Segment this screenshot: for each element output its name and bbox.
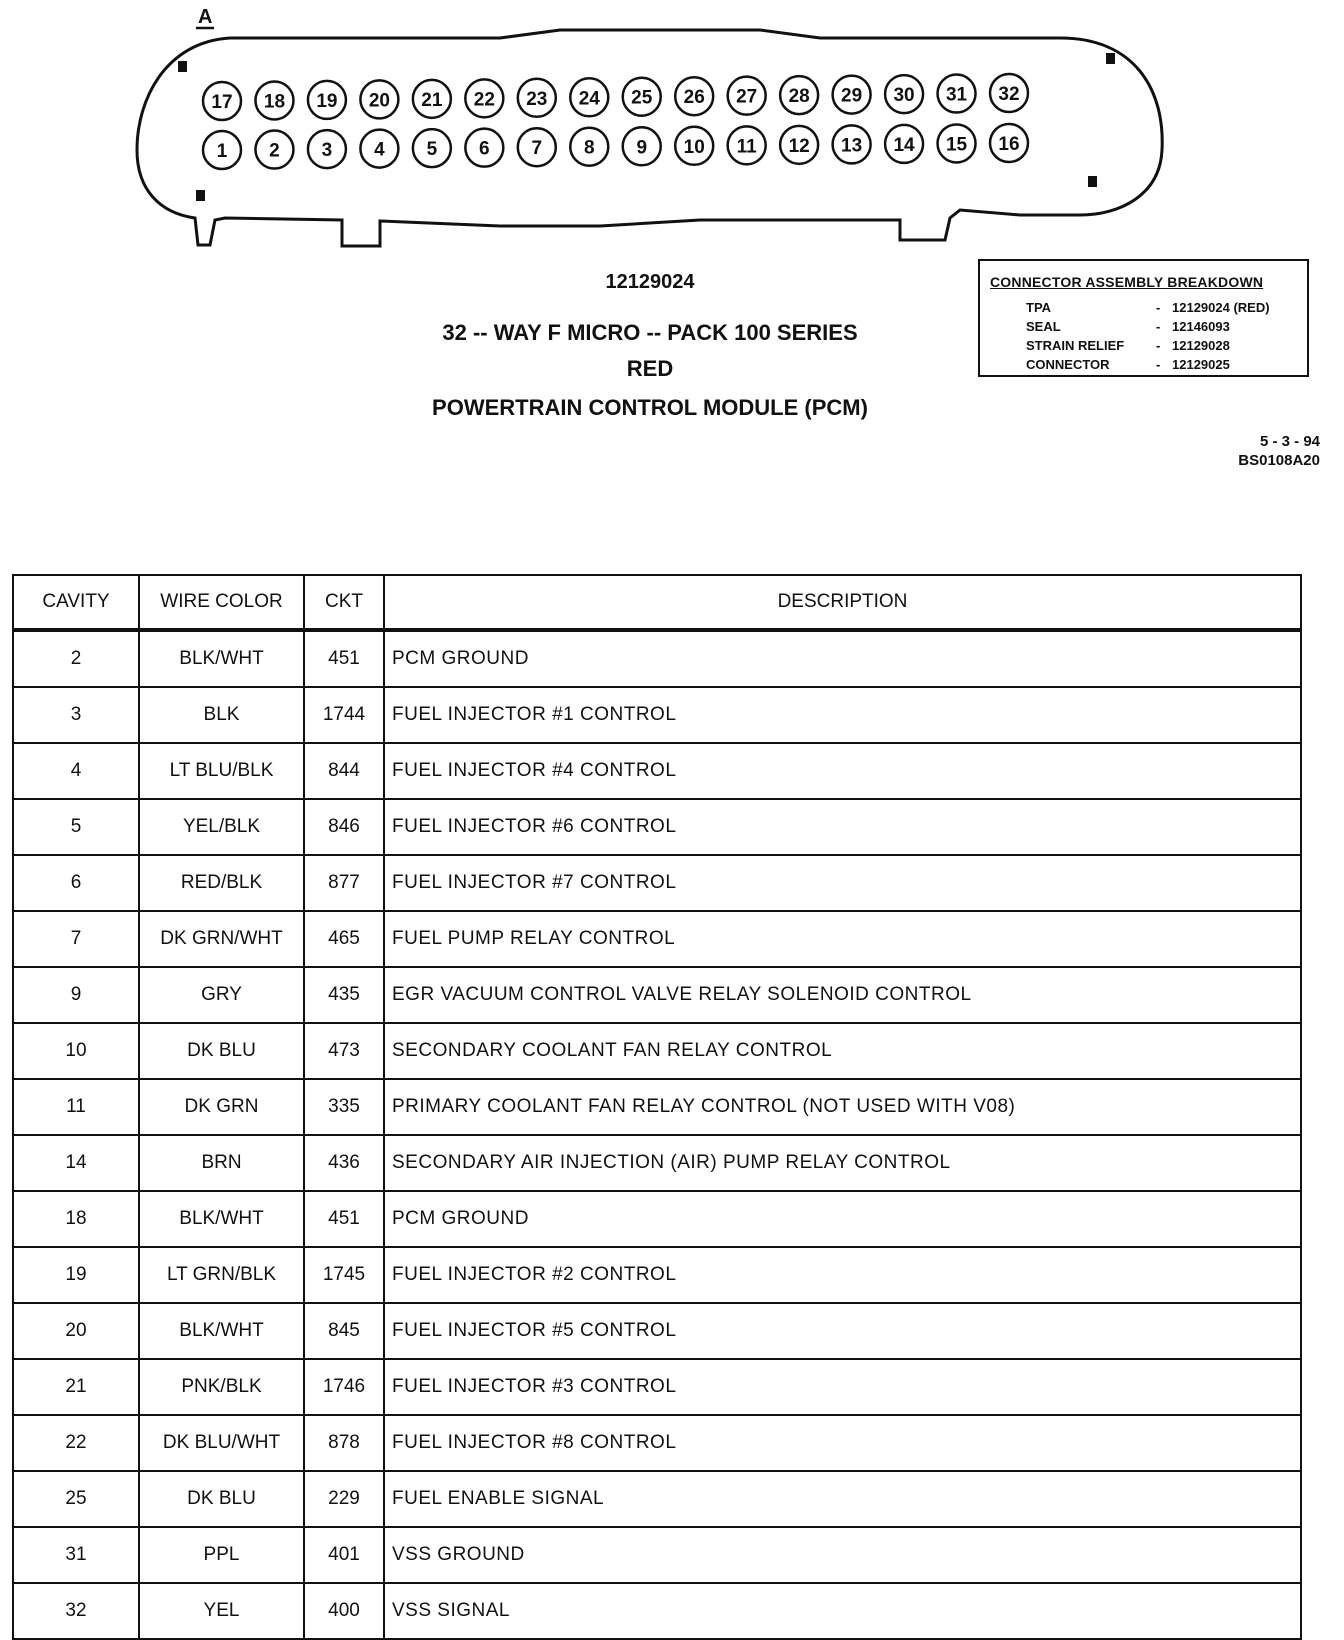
cavity-number: 1 xyxy=(216,141,228,162)
cavity-number: 23 xyxy=(526,88,548,110)
cavity-number: 6 xyxy=(479,138,490,160)
connector-assembly-breakdown xyxy=(978,259,1309,377)
reference-block xyxy=(1238,432,1320,470)
header-ckt: CKT xyxy=(304,575,384,630)
cell-description: EGR VACUUM CONTROL VALVE RELAY SOLENOID CONTROL xyxy=(384,967,1301,1023)
cavity-number: 5 xyxy=(426,139,438,161)
cell-ckt: 465 xyxy=(304,911,384,967)
connector-color: RED xyxy=(626,356,674,381)
table-row xyxy=(13,1247,1301,1303)
cell-wire-color: DK BLU xyxy=(139,1471,304,1527)
module-name: POWERTRAIN CONTROL MODULE (PCM) xyxy=(432,395,868,420)
table-row xyxy=(13,1583,1301,1639)
cell-wire-color: DK BLU xyxy=(139,1023,304,1079)
cavity-number: 22 xyxy=(473,89,495,111)
cell-ckt: 1745 xyxy=(304,1247,384,1303)
cavity-number: 25 xyxy=(631,87,653,109)
table-row xyxy=(13,799,1301,855)
assembly-value: 12129025 xyxy=(1172,357,1230,372)
cell-ckt: 1744 xyxy=(304,687,384,743)
cell-description: FUEL INJECTOR #1 CONTROL xyxy=(384,687,1301,743)
assembly-row xyxy=(980,300,1307,318)
table-row xyxy=(13,1191,1301,1247)
cell-ckt: 229 xyxy=(304,1471,384,1527)
header-wire-color: WIRE COLOR xyxy=(139,575,304,630)
cell-description: SECONDARY AIR INJECTION (AIR) PUMP RELAY CONTROL xyxy=(384,1135,1301,1191)
cell-wire-color: BLK xyxy=(139,687,304,743)
cavity-number: 18 xyxy=(263,91,286,113)
assembly-dash: - xyxy=(1156,319,1161,334)
cell-description: PCM GROUND xyxy=(384,1191,1301,1247)
cavity-number: 2 xyxy=(269,140,280,162)
cavity-number: 13 xyxy=(841,135,863,157)
view-label: A xyxy=(198,6,213,28)
table-header-row xyxy=(13,575,1301,630)
cell-ckt: 845 xyxy=(304,1303,384,1359)
cell-description: FUEL INJECTOR #2 CONTROL xyxy=(384,1247,1301,1303)
polarization-key xyxy=(1106,53,1115,64)
assembly-row xyxy=(980,319,1307,337)
cell-cavity: 9 xyxy=(13,967,139,1023)
header-description: DESCRIPTION xyxy=(384,575,1301,630)
assembly-value: 12146093 xyxy=(1172,319,1230,334)
cavity-number: 30 xyxy=(893,85,915,107)
cell-ckt: 401 xyxy=(304,1527,384,1583)
table-row xyxy=(13,855,1301,911)
cavity-number: 17 xyxy=(211,92,233,113)
cell-description: FUEL INJECTOR #8 CONTROL xyxy=(384,1415,1301,1471)
cavity-top-row xyxy=(203,74,1028,120)
cell-ckt: 451 xyxy=(304,630,384,687)
table-row xyxy=(13,911,1301,967)
cell-cavity: 4 xyxy=(13,743,139,799)
cell-wire-color: YEL/BLK xyxy=(139,799,304,855)
cell-description: VSS SIGNAL xyxy=(384,1583,1301,1639)
assembly-value: 12129024 (RED) xyxy=(1172,300,1270,315)
table-row xyxy=(13,1471,1301,1527)
cell-cavity: 7 xyxy=(13,911,139,967)
cavity-number: 8 xyxy=(583,137,595,159)
cell-description: FUEL INJECTOR #6 CONTROL xyxy=(384,799,1301,855)
cell-cavity: 31 xyxy=(13,1527,139,1583)
cell-cavity: 20 xyxy=(13,1303,139,1359)
cavity-table xyxy=(12,574,1302,1640)
cavity-number: 21 xyxy=(421,89,443,111)
cell-ckt: 400 xyxy=(304,1583,384,1639)
cell-wire-color: DK BLU/WHT xyxy=(139,1415,304,1471)
cell-wire-color: GRY xyxy=(139,967,304,1023)
cavity-number: 12 xyxy=(788,135,810,157)
cell-cavity: 5 xyxy=(13,799,139,855)
cell-wire-color: RED/BLK xyxy=(139,855,304,911)
cell-ckt: 335 xyxy=(304,1079,384,1135)
table-row xyxy=(13,743,1301,799)
cavity-number: 27 xyxy=(736,86,758,108)
cell-cavity: 22 xyxy=(13,1415,139,1471)
cell-wire-color: BLK/WHT xyxy=(139,1191,304,1247)
cell-ckt: 1746 xyxy=(304,1359,384,1415)
cavity-number: 19 xyxy=(316,90,338,112)
assembly-label: CONNECTOR xyxy=(1026,357,1110,372)
connector-diagram xyxy=(0,0,1344,300)
cell-cavity: 18 xyxy=(13,1191,139,1247)
cell-description: FUEL INJECTOR #4 CONTROL xyxy=(384,743,1301,799)
cell-cavity: 32 xyxy=(13,1583,139,1639)
cell-cavity: 21 xyxy=(13,1359,139,1415)
polarization-key xyxy=(1088,176,1097,187)
cell-ckt: 846 xyxy=(304,799,384,855)
cell-ckt: 877 xyxy=(304,855,384,911)
cell-wire-color: LT BLU/BLK xyxy=(139,743,304,799)
assembly-label: STRAIN RELIEF xyxy=(1026,338,1125,353)
cell-wire-color: DK GRN xyxy=(139,1079,304,1135)
assembly-value: 12129028 xyxy=(1172,338,1230,353)
cell-description: FUEL INJECTOR #7 CONTROL xyxy=(384,855,1301,911)
cell-description: FUEL INJECTOR #5 CONTROL xyxy=(384,1303,1301,1359)
cavity-number: 31 xyxy=(945,84,968,106)
cell-description: PCM GROUND xyxy=(384,630,1301,687)
cell-cavity: 10 xyxy=(13,1023,139,1079)
cell-description: FUEL ENABLE SIGNAL xyxy=(384,1471,1301,1527)
cavity-number: 15 xyxy=(945,134,968,156)
cell-description: FUEL INJECTOR #3 CONTROL xyxy=(384,1359,1301,1415)
cell-wire-color: DK GRN/WHT xyxy=(139,911,304,967)
cell-cavity: 6 xyxy=(13,855,139,911)
cell-ckt: 435 xyxy=(304,967,384,1023)
cavity-number: 16 xyxy=(998,134,1020,155)
assembly-row xyxy=(980,338,1307,356)
connector-series: 32 -- WAY F MICRO -- PACK 100 SERIES xyxy=(442,320,858,345)
cell-wire-color: PPL xyxy=(139,1527,304,1583)
cell-wire-color: BLK/WHT xyxy=(139,1303,304,1359)
cell-wire-color: PNK/BLK xyxy=(139,1359,304,1415)
table-row xyxy=(13,1359,1301,1415)
part-number: 12129024 xyxy=(605,271,695,293)
cell-cavity: 14 xyxy=(13,1135,139,1191)
cell-cavity: 3 xyxy=(13,687,139,743)
polarization-key xyxy=(196,190,205,201)
table-row xyxy=(13,630,1301,687)
table-row xyxy=(13,1079,1301,1135)
polarization-key xyxy=(178,61,187,72)
cell-wire-color: LT GRN/BLK xyxy=(139,1247,304,1303)
cavity-number: 14 xyxy=(893,134,915,156)
table-row xyxy=(13,1415,1301,1471)
table-row xyxy=(13,967,1301,1023)
cell-wire-color: YEL xyxy=(139,1583,304,1639)
reference-date: 5 - 3 - 94 xyxy=(1259,433,1320,450)
cell-wire-color: BRN xyxy=(139,1135,304,1191)
cavity-number: 26 xyxy=(683,87,705,109)
cell-ckt: 436 xyxy=(304,1135,384,1191)
assembly-dash: - xyxy=(1156,338,1161,353)
table-row xyxy=(13,1023,1301,1079)
cell-cavity: 2 xyxy=(13,630,139,687)
cell-cavity: 19 xyxy=(13,1247,139,1303)
cell-ckt: 451 xyxy=(304,1191,384,1247)
cell-ckt: 844 xyxy=(304,743,384,799)
cavity-bottom-row xyxy=(203,124,1028,169)
table-row xyxy=(13,687,1301,743)
cavity-number: 9 xyxy=(636,137,648,159)
cell-description: FUEL PUMP RELAY CONTROL xyxy=(384,911,1301,967)
cell-description: VSS GROUND xyxy=(384,1527,1301,1583)
cavity-number: 11 xyxy=(736,136,757,158)
table-row xyxy=(13,1135,1301,1191)
assembly-dash: - xyxy=(1156,357,1161,372)
cell-description: SECONDARY COOLANT FAN RELAY CONTROL xyxy=(384,1023,1301,1079)
reference-code: BS0108A20 xyxy=(1238,452,1320,469)
cell-cavity: 11 xyxy=(13,1079,139,1135)
cavity-number: 32 xyxy=(998,84,1020,105)
cavity-number: 3 xyxy=(321,140,333,162)
cell-wire-color: BLK/WHT xyxy=(139,630,304,687)
assembly-label: SEAL xyxy=(1026,319,1061,334)
cavity-number: 29 xyxy=(841,85,863,107)
table-row xyxy=(13,1527,1301,1583)
cavity-number: 28 xyxy=(788,86,810,108)
cavity-number: 20 xyxy=(368,90,390,112)
assembly-row xyxy=(980,357,1307,375)
cavity-number: 7 xyxy=(531,138,543,160)
cavity-number: 24 xyxy=(578,88,600,110)
assembly-label: TPA xyxy=(1026,300,1052,315)
table-row xyxy=(13,1303,1301,1359)
assembly-title: CONNECTOR ASSEMBLY BREAKDOWN xyxy=(990,274,1264,290)
header-cavity: CAVITY xyxy=(13,575,139,630)
cavity-number: 10 xyxy=(683,136,705,158)
cavity-number: 4 xyxy=(374,139,385,161)
assembly-dash: - xyxy=(1156,300,1161,315)
cell-cavity: 25 xyxy=(13,1471,139,1527)
cell-ckt: 878 xyxy=(304,1415,384,1471)
cell-description: PRIMARY COOLANT FAN RELAY CONTROL (NOT USED WITH V08) xyxy=(384,1079,1301,1135)
cell-ckt: 473 xyxy=(304,1023,384,1079)
